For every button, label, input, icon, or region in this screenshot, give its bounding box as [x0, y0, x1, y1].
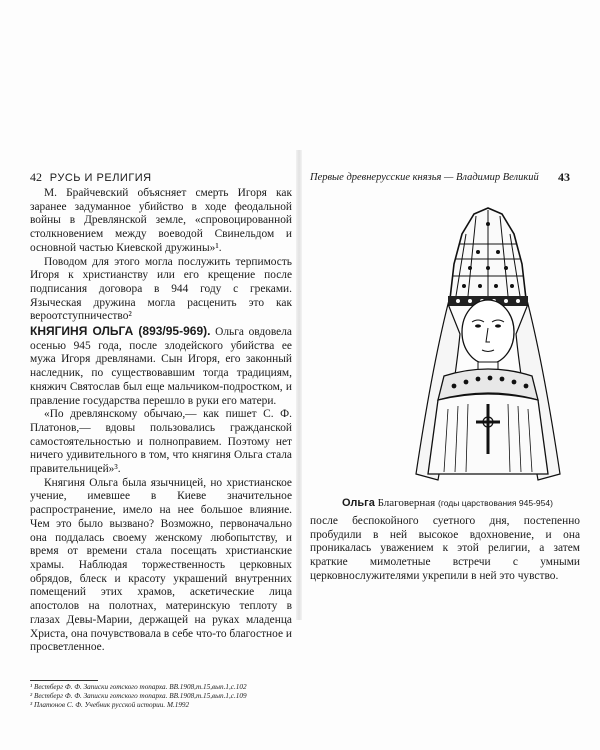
paragraph: М. Брайчевский объясняет смерть Игоря как заранее задуманное убийство в ходе феодальной войны в Древлянской земле, «спровоцированной столкновением между воеводой Свинельдом и основной частью Киевской дружины»¹.: [30, 187, 292, 254]
left-body-text: [30, 187, 292, 655]
section-paragraph: [30, 325, 292, 408]
left-page-number: 42: [30, 170, 42, 184]
footnote: ³ Платонов С. Ф. Учебник русской истории. М.1992: [30, 701, 190, 709]
caption-name: Ольга: [342, 497, 375, 509]
right-page-number: 43: [558, 170, 570, 184]
footnotes: [30, 683, 292, 710]
right-body-text: [310, 515, 580, 584]
caption-epithet: Благоверная: [374, 497, 438, 509]
paragraph: Поводом для этого могла послужить терпимость Игоря к христианству или его крещение после подписания договора в 944 году с греками. Языческая дружина могла расценить это как вероотступничество²: [30, 255, 292, 323]
portrait-illustration-icon: [398, 204, 578, 488]
caption-note: (годы царствования 945-954): [438, 498, 553, 508]
quote-paragraph: «По древлянскому обычаю,— как пишет С. Ф. Платонов,— вдовы пользовались гражданской самостоятельностью и полноправием. Поэтому нет ничего удивительного в том, что княгиня Ольга стала правительницей»³.: [30, 408, 292, 476]
paragraph: после беспокойного суетного дня, постепенно пробудили в ней высокое вдохновение, и она проникалась уважением к этой религии, а затем краткие мимолетные встречи с умными церковнослужителями укрепили в ней это чувство.: [310, 515, 580, 582]
footnote-rule: [30, 680, 98, 681]
left-page: [0, 0, 298, 750]
paragraph: Княгиня Ольга была язычницей, но христианское учение, имевшее в Киеве значительное распространение, имело на нее большое влияние. Чем это было вызвано? Возможно, первоначально она поддалась своему женскому любопытству, и время от времени стала посещать христианские храмы. Наблюдая торжественность церковных обрядов, блеск и красоту украшений внутренних помещений этих храмов, аскетические лица апостолов на полотнах, материнскую теплоту в глазах Девы-Марии, держащей на руках младенца Христа, она почувствовала в себе что-то благостное и просветленное.: [30, 476, 292, 654]
section-heading: КНЯГИНЯ ОЛЬГА (893/95-969).: [30, 324, 211, 339]
right-page: [302, 0, 600, 750]
footnote: ² Вестберг Ф. Ф. Записки готского топарха. ВВ.1908,т.15,вып.1,с.109: [30, 692, 247, 700]
section-paragraph-text: Ольга овдовела осенью 945 года, после злодейского убийства ее мужа Игоря древлянами. Сын Игоря, его законный наследник, по существовавшим тогда традициям, княжич Святослав был еще мальчиком-подростком, и правление государства перешло в руки его матери.: [30, 326, 292, 407]
left-running-head: [30, 170, 152, 185]
footnote: ¹ Вестберг Ф. Ф. Записки готского топарха. ВВ.1908,т.15,вып.1,с.102: [30, 683, 247, 691]
left-running-title: РУСЬ И РЕЛИГИЯ: [49, 172, 152, 184]
portrait-caption: [342, 497, 587, 509]
right-running-title: Первые древнерусские князья — Владимир Великий: [310, 172, 539, 183]
